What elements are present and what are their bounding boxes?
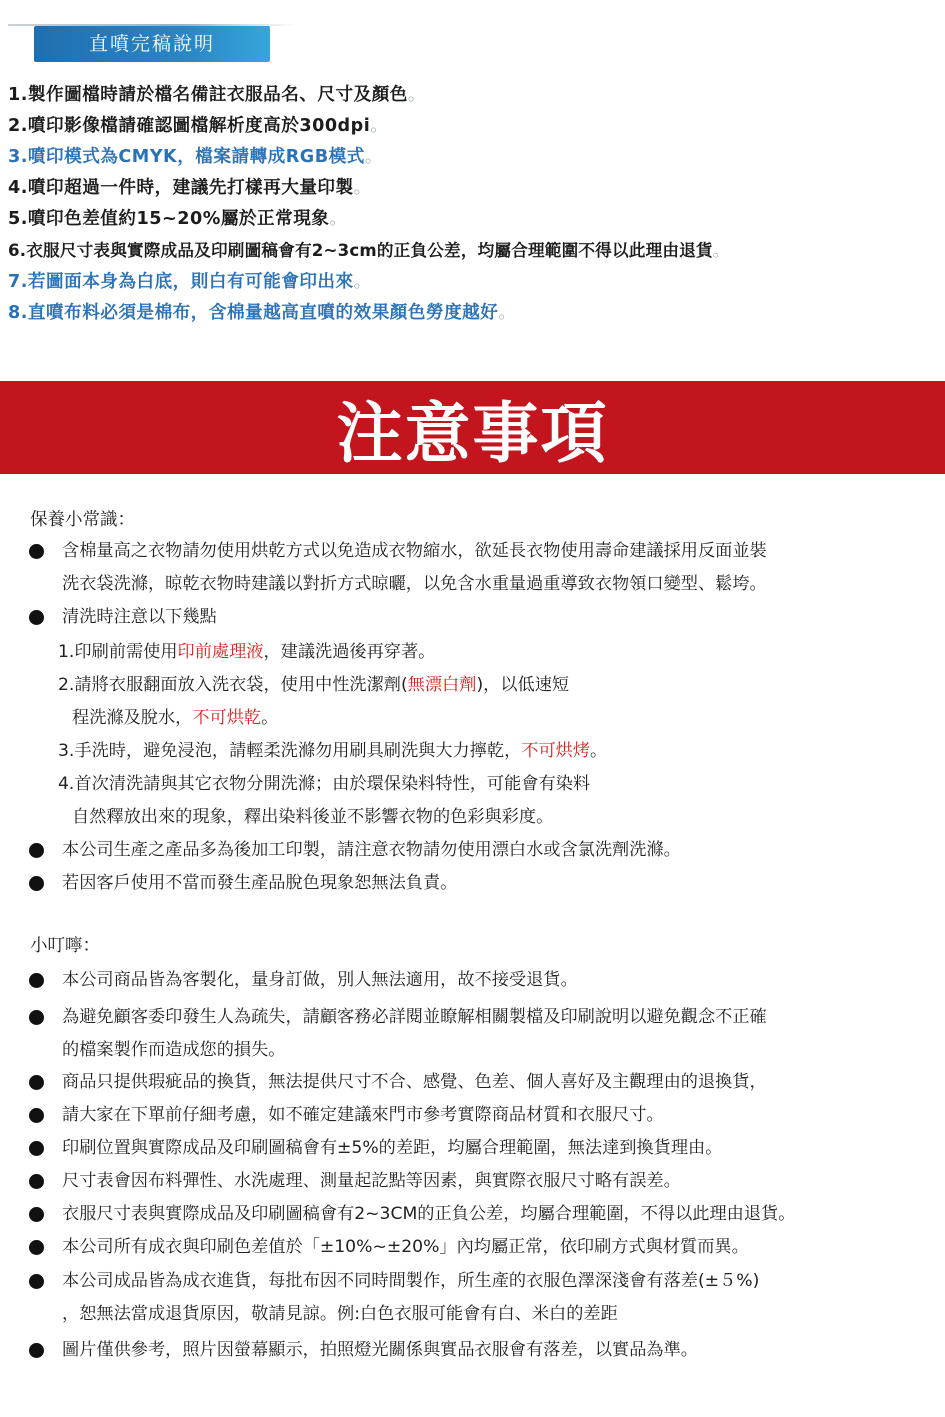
reminder-item: 尺寸表會因布料彈性、水洗處理、測量起訖點等因素，與實際衣服尺寸略有誤差。 — [62, 1171, 681, 1191]
care-item: 清洗時注意以下幾點 — [62, 607, 217, 627]
reminder-item-cont: 的檔案製作而造成您的損失。 — [62, 1040, 286, 1060]
instruction-item: 2.噴印影像檔請確認圖檔解析度高於300dpi。 — [8, 116, 389, 137]
care-item: 若因客戶使用不當而發生產品脫色現象恕無法負責。 — [62, 873, 458, 893]
bullet-icon — [29, 610, 44, 625]
wash-step-text: 。 — [590, 741, 608, 761]
instruction-item: 7.若圖面本身為白底，則白有可能會印出來。 — [8, 271, 372, 292]
instruction-list — [8, 80, 943, 329]
wash-step-text: 1.印刷前需使用 — [58, 642, 178, 662]
instruction-text: 6.衣服尺寸表與實際成品及印刷圖稿會有2~3cm的正負公差，均屬合理範圍不得以此理由退貨 — [8, 241, 713, 261]
reminder-item: 本公司所有成衣與印刷色差值於「±10%~±20%」內均屬正常，依印刷方式與材質而異。 — [62, 1237, 749, 1257]
reminder-item: 本公司成品皆為成衣進貨，每批布因不同時間製作，所生產的衣服色澤深淺會有落差(±５%) — [62, 1271, 760, 1291]
bullet-icon — [29, 876, 44, 891]
bullet-icon — [29, 1207, 44, 1222]
reminder-item: 商品只提供瑕疵品的換貨，無法提供尺寸不合、感覺、色差、個人喜好及主觀理由的退換貨， — [62, 1072, 767, 1092]
instruction-item: 5.噴印色差值約15~20%屬於正常現象。 — [8, 209, 348, 230]
wash-step-2-cont — [72, 704, 278, 732]
wash-step-text: 程洗滌及脫水， — [72, 708, 193, 728]
instruction-text: 1.製作圖檔時請於檔名備註衣服品名、尺寸及顏色 — [8, 85, 408, 105]
instruction-text: 2.噴印影像檔請確認圖檔解析度高於300dpi — [8, 116, 371, 137]
instruction-item: 4.噴印超過一件時，建議先打樣再大量印製。 — [8, 178, 372, 199]
instruction-text: 4.噴印超過一件時，建議先打樣再大量印製 — [8, 178, 354, 199]
instruction-item: 8.直噴布料必須是棉布，含棉量越高直噴的效果顏色勞度越好。 — [8, 302, 517, 323]
wash-step-2 — [58, 671, 569, 699]
section-tab: 直噴完稿說明 — [34, 26, 270, 62]
bullet-icon — [29, 1343, 44, 1358]
care-item: 本公司生產之產品多為後加工印製，請注意衣物請勿使用漂白水或含氯洗劑洗滌。 — [62, 840, 681, 860]
bullet-icon — [29, 1141, 44, 1156]
wash-step-text: 。 — [261, 708, 279, 728]
reminder-item: 本公司商品皆為客製化，量身訂做，別人無法適用，故不接受退貨。 — [62, 970, 578, 990]
wash-step-4: 4.首次清洗請與其它衣物分開洗滌；由於環保染料特性，可能會有染料 — [58, 774, 591, 794]
bullet-icon — [29, 1010, 44, 1025]
instruction-item: 1.製作圖檔時請於檔名備註衣服品名、尺寸及顏色。 — [8, 85, 427, 105]
wash-step-text: 3.手洗時，避免浸泡，請輕柔洗滌勿用刷具刷洗與大力擰乾， — [58, 741, 522, 761]
wash-step-warning: 印前處理液 — [177, 642, 264, 662]
bullet-icon — [29, 1174, 44, 1189]
notice-banner — [0, 381, 945, 474]
bullet-icon — [29, 544, 44, 559]
reminder-item: 請大家在下單前仔細考慮，如不確定建議來門市參考實際商品材質和衣服尺寸。 — [62, 1105, 664, 1125]
bullet-icon — [29, 843, 44, 858]
reminder-item: 為避免顧客委印發生人為疏失，請顧客務必詳閱並瞭解相關製檔及印刷說明以避免觀念不正確 — [62, 1007, 767, 1027]
instruction-item: 3.噴印模式為CMYK，檔案請轉成RGB模式。 — [8, 147, 383, 168]
wash-step-1 — [58, 638, 435, 666]
instruction-text: 5.噴印色差值約15~20%屬於正常現象 — [8, 209, 330, 230]
reminder-item: 衣服尺寸表與實際成品及印刷圖稿會有2~3CM的正負公差，均屬合理範圍，不得以此理由退貨。 — [62, 1204, 796, 1224]
wash-step-warning: 不可烘烤 — [521, 741, 591, 761]
wash-step-3 — [58, 737, 607, 765]
instruction-text: 8.直噴布料必須是棉布，含棉量越高直噴的效果顏色勞度越好 — [8, 302, 499, 323]
wash-step-text: )，以低速短 — [476, 675, 570, 695]
reminder-item: 印刷位置與實際成品及印刷圖稿會有±5%的差距，均屬合理範圍，無法達到換貨理由。 — [62, 1138, 723, 1158]
bullet-icon — [29, 1075, 44, 1090]
instruction-text: 3.噴印模式為CMYK，檔案請轉成RGB模式 — [8, 147, 365, 168]
banner-title: 注意事項 — [336, 395, 609, 472]
reminder-heading: 小叮嚀： — [30, 936, 100, 956]
wash-step-4-cont: 自然釋放出來的現象，釋出染料後並不影響衣物的色彩與彩度。 — [72, 807, 554, 827]
wash-step-text: ，建議洗過後再穿著。 — [263, 642, 436, 662]
wash-step-warning: 不可烘乾 — [192, 708, 262, 728]
care-item-cont: 洗衣袋洗滌，晾乾衣物時建議以對折方式晾曬，以免含水重量過重導致衣物領口變型、鬆垮。 — [62, 574, 767, 594]
instruction-item: 6.衣服尺寸表與實際成品及印刷圖稿會有2~3cm的正負公差，均屬合理範圍不得以此理由退貨。 — [8, 241, 730, 261]
wash-step-warning: 無漂白劑 — [407, 675, 477, 695]
reminder-item-cont: ，恕無法當成退貨原因，敬請見諒。例:白色衣服可能會有白、米白的差距 — [62, 1304, 618, 1324]
bullet-icon — [29, 973, 44, 988]
care-item: 含棉量高之衣物請勿使用烘乾方式以免造成衣物縮水，欲延長衣物使用壽命建議採用反面並裝 — [62, 541, 767, 561]
care-heading: 保養小常識： — [30, 510, 135, 530]
wash-step-text: 2.請將衣服翻面放入洗衣袋，使用中性洗潔劑( — [58, 675, 408, 695]
instruction-text: 7.若圖面本身為白底，則白有可能會印出來 — [8, 271, 354, 292]
bullet-icon — [29, 1108, 44, 1123]
bullet-icon — [29, 1240, 44, 1255]
reminder-item: 圖片僅供參考，照片因螢幕顯示，拍照燈光關係與實品衣服會有落差，以實品為準。 — [62, 1340, 698, 1360]
bullet-icon — [29, 1274, 44, 1289]
